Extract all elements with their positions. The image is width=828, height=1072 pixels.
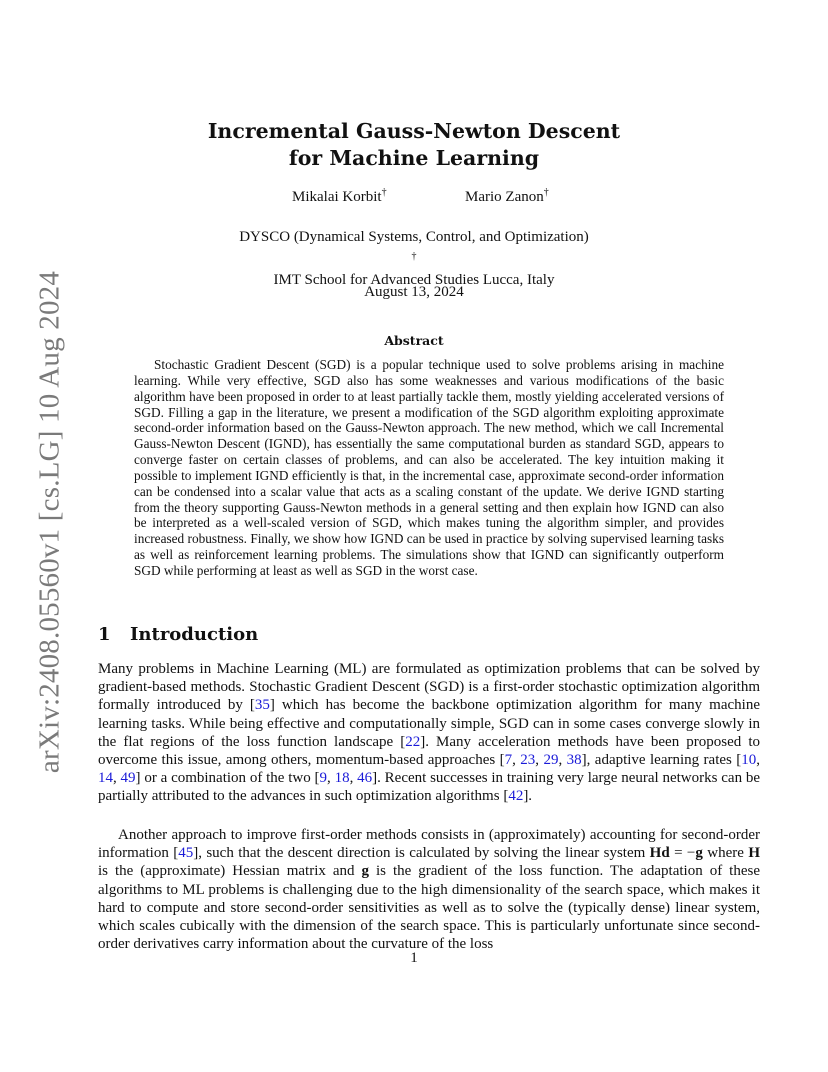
intro-paragraph-2: Another approach to improve first-order methods consists in (approximately) accounting for second-order information [45], such that the descent direction is calculated by solving the linear system Hd = −g where H is the (approximate) Hessian matrix and g is the gradient of the loss function. The adaptation of these algorithms to ML problems is challenging due to the high dimensionality of the search space, which makes it hard to compute and store second-order sensitivities as well as to solve the (typically dense) linear system, which scales cubically with the dimension of the search space. This is particularly unfortunate since second-order derivatives carry information about the curvature of the loss	[98, 827, 760, 953]
citation-link[interactable]: 18	[334, 770, 350, 787]
paper-date: August 13, 2024	[364, 284, 464, 300]
section-title: Introduction	[130, 624, 259, 645]
affiliation-line-2: IMT School for Advanced Studies Lucca, Italy	[273, 272, 555, 288]
page-number: 1	[410, 950, 418, 966]
math-symbol: g	[695, 845, 703, 862]
affiliation	[0, 228, 828, 290]
arxiv-identifier-stamp: arXiv:2408.05560v1 [cs.LG] 10 Aug 2024	[33, 270, 66, 774]
citation-link[interactable]: 35	[254, 697, 270, 714]
citation-link[interactable]: 45	[178, 845, 194, 862]
author-name: Mikalai Korbit	[292, 189, 382, 205]
citation-link[interactable]: 42	[508, 788, 524, 805]
citation-link[interactable]: 14	[98, 770, 113, 787]
citation-link[interactable]: 7	[504, 752, 513, 769]
abstract-text: Stochastic Gradient Descent (SGD) is a popular technique used to solve problems arising in machine learning. While very effective, SGD also has some weaknesses and various modifications of the basic algorithm have been proposed in order to at least partially tackle them, mostly yielding accelerated versions of SGD. Filling a gap in the literature, we present a modification of the SGD algorithm exploiting approximate second-order information based on the Gauss-Newton approach. The new method, which we call Incremental Gauss-Newton Descent (IGND), has essentially the same computational burden as standard SGD, appears to converge faster on certain classes of problems, and can also be accelerated. The key intuition making it possible to implement IGND efficiently is that, in the incremental case, approximate second-order information can be condensed into a scalar value that acts as a scaling constant of the update. We derive IGND starting from the theory supporting Gauss-Newton methods in a general setting and then explain how IGND can also be interpreted as a well-scaled version of SGD, which makes tuning the algorithm simpler, and provides increased robustness. Finally, we show how IGND can be used in practice by solving supervised learning tasks as well as reinforcement learning problems. The simulations show that IGND can significantly outperform SGD while performing at least as well as SGD in the worst case.	[134, 357, 724, 578]
affiliation-mark: †	[543, 187, 549, 198]
math-symbol: Hd	[649, 845, 670, 862]
paper-title	[0, 118, 828, 172]
paper-title-line-2: for Machine Learning	[288, 146, 540, 170]
author-korbit	[292, 187, 387, 206]
math-symbol: g	[361, 863, 369, 880]
citation-link[interactable]: 10	[741, 752, 757, 769]
citation-link[interactable]: 49	[120, 770, 136, 787]
affiliation-line-1	[0, 228, 828, 271]
section-number: 1	[98, 624, 111, 645]
abstract-heading: Abstract	[384, 333, 444, 348]
citation-link[interactable]: 9	[319, 770, 328, 787]
affiliation-lab: DYSCO (Dynamical Systems, Control, and Optimization)	[239, 229, 589, 245]
section-heading-introduction	[98, 624, 258, 645]
author-name: Mario Zanon	[465, 189, 544, 205]
intro-paragraph-1: Many problems in Machine Learning (ML) are formulated as optimization problems that can be solved by gradient-based methods. Stochastic Gradient Descent (SGD) is a first-order stochastic optimization algorithm formally introduced by [35] which has become the backbone optimization algorithm for many machine learning tasks. While being effective and computationally simple, SGD can in some cases converge slowly in the flat regions of the loss function landscape [22]. Many acceleration methods have been proposed to overcome this issue, among others, momentum-based approaches [7, 23, 29, 38], adaptive learning rates [10, 14, 49] or a combination of the two [9, 18, 46]. Recent successes in training very large neural networks can be partially attributed to the advances in such optimization algorithms [42].	[98, 661, 761, 805]
author-zanon	[465, 187, 549, 206]
affiliation-mark: †	[411, 251, 417, 262]
citation-link[interactable]: 38	[566, 752, 582, 769]
citation-link[interactable]: 22	[405, 733, 421, 750]
citation-link[interactable]: 46	[357, 770, 373, 787]
math-symbol: H	[748, 845, 760, 862]
affiliation-mark: †	[381, 187, 387, 198]
paper-title-line-1: Incremental Gauss-Newton Descent	[207, 119, 621, 143]
citation-link[interactable]: 23	[520, 752, 536, 769]
citation-link[interactable]: 29	[543, 752, 559, 769]
